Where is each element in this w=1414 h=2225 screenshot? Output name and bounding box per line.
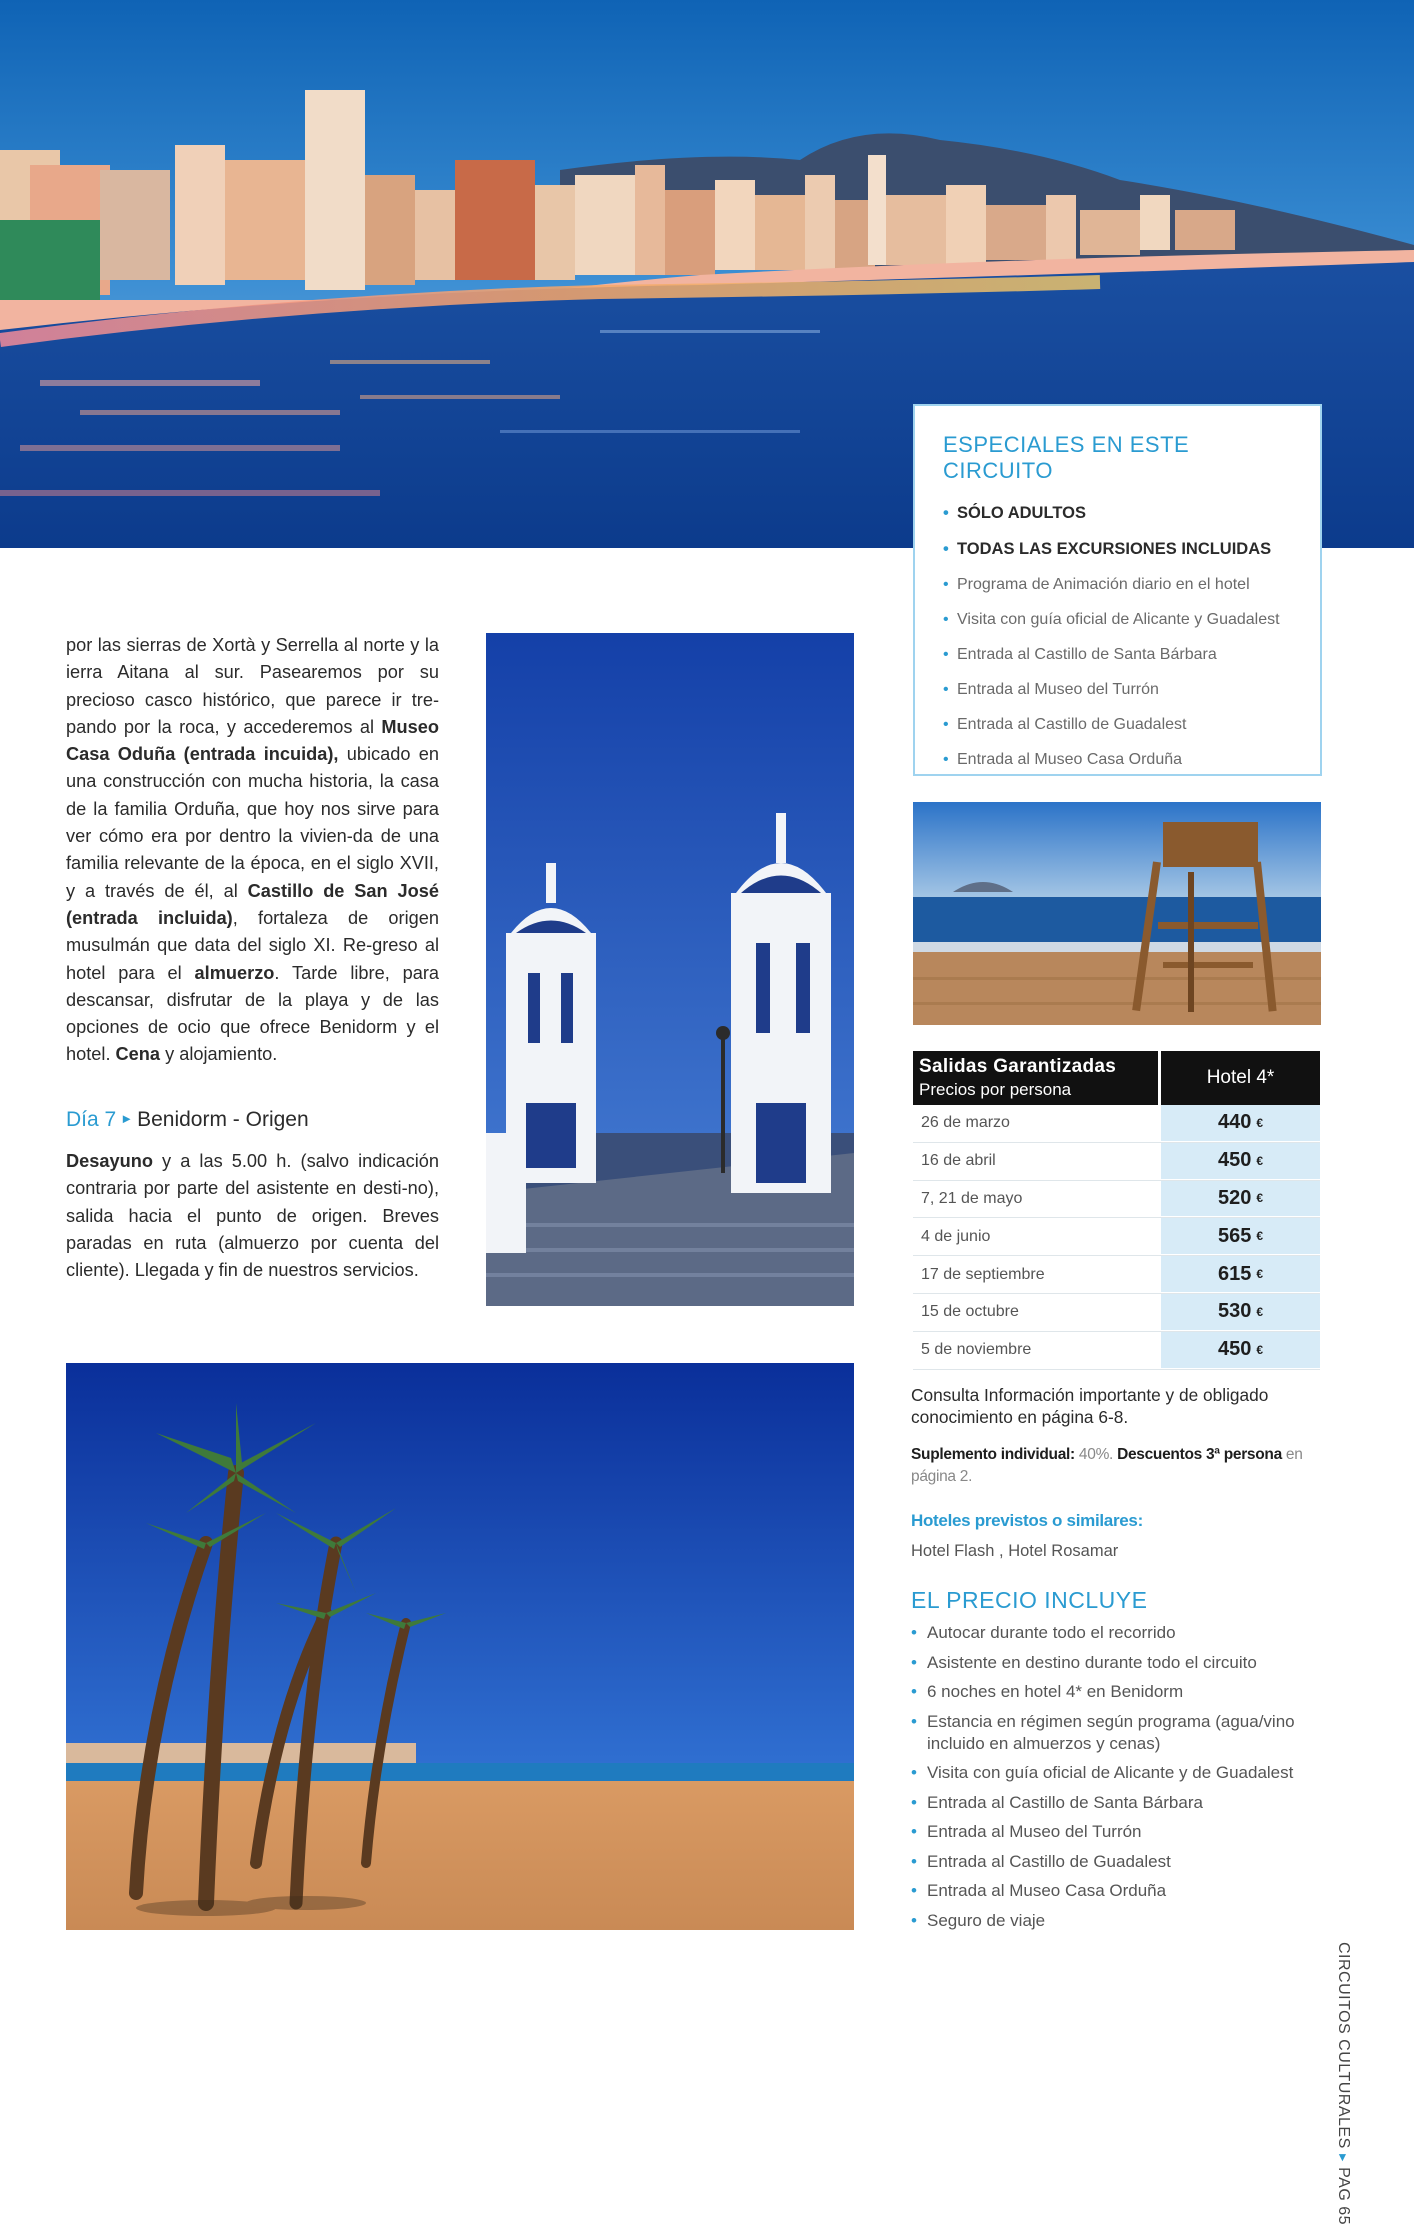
- itinerary-paragraph-day6: [66, 632, 439, 1069]
- photo-mirador-balcon: [486, 633, 854, 1306]
- table-title: Salidas Garantizadas: [919, 1056, 1117, 1077]
- row-date: 16 de abril: [921, 1152, 996, 1170]
- currency: €: [1256, 1342, 1264, 1357]
- table-row: [913, 1218, 1320, 1256]
- currency: €: [1256, 1229, 1264, 1244]
- row-date: 4 de junio: [921, 1227, 991, 1245]
- row-date: 17 de septiembre: [921, 1265, 1045, 1283]
- table-header-title: [913, 1051, 1158, 1105]
- price-table: [913, 1051, 1320, 1370]
- discount-label: Descuentos 3ª persona: [1117, 1446, 1282, 1463]
- list-item: • Entrada al Castillo de Guadalest: [911, 1851, 1321, 1873]
- table-row: [913, 1294, 1320, 1332]
- list-item: • Autocar durante todo el recorrido: [911, 1622, 1321, 1644]
- list-item: • Visita con guía oficial de Alicante y Guadalest: [943, 609, 1294, 644]
- body-text: . Tarde libre, para descansar, disfrutar de la playa y de las opciones de ocio que ofrece Benidorm y el hotel.: [66, 962, 439, 1065]
- row-price: [1161, 1143, 1320, 1180]
- photo-palm-beach: [66, 1363, 854, 1930]
- row-date: 26 de marzo: [921, 1114, 1010, 1132]
- row-price: [1161, 1294, 1320, 1331]
- price-value: 440: [1217, 1111, 1252, 1134]
- row-price: [1161, 1181, 1320, 1218]
- hotels-title: Hoteles previstos o similares:: [911, 1511, 1143, 1530]
- table-subtitle: Precios por persona: [919, 1080, 1072, 1099]
- list-item: • Seguro de viaje: [911, 1910, 1321, 1932]
- list-item: • Asistente en destino durante todo el circuito: [911, 1652, 1321, 1674]
- specials-title: ESPECIALES EN ESTE CIRCUITO: [943, 432, 1190, 483]
- body-bold: almuerzo: [194, 962, 275, 983]
- specials-list: [943, 502, 1294, 784]
- currency: €: [1256, 1153, 1264, 1168]
- list-item: • Entrada al Castillo de Guadalest: [943, 714, 1294, 749]
- row-date: 7, 21 de mayo: [921, 1189, 1023, 1207]
- table-row: [913, 1105, 1320, 1143]
- info-note: Consulta Información importante y de obligado conocimiento en página 6-8.: [911, 1385, 1269, 1427]
- list-item: • Entrada al Castillo de Santa Bárbara: [911, 1792, 1321, 1814]
- price-value: 450: [1217, 1149, 1252, 1172]
- currency: €: [1256, 1115, 1264, 1130]
- table-row: [913, 1181, 1320, 1219]
- body-bold: Cena: [115, 1044, 161, 1065]
- currency: €: [1256, 1267, 1264, 1282]
- specials-box: [913, 404, 1322, 776]
- body-text: por las sierras de Xortà y Serrella al norte y la ierra Aitana al sur. Pasearemos por su precioso casco histórico, que parece ir tre-pando por la roca, y accederemos al: [66, 635, 439, 737]
- day-title: Benidorm - Origen: [137, 1108, 309, 1131]
- list-item: • Programa de Animación diario en el hotel: [943, 574, 1294, 609]
- table-row: [913, 1332, 1320, 1370]
- body-text: ubicado en una construcción con mucha historia, la casa de la familia Orduña, que hoy nos sirve para ver cómo era por dentro la vivien-da de una familia relevante de la época, en el siglo XVII, y a través de él, al: [66, 744, 440, 901]
- table-row: [913, 1143, 1320, 1181]
- row-date: 5 de noviembre: [921, 1341, 1032, 1359]
- price-value: 520: [1217, 1186, 1252, 1209]
- day-7-heading: [66, 1108, 309, 1132]
- hotels-value: Hotel Flash , Hotel Rosamar: [911, 1542, 1119, 1560]
- list-item: • TODAS LAS EXCURSIONES INCLUIDAS: [943, 538, 1294, 574]
- table-column-hotel: Hotel 4*: [1161, 1051, 1320, 1105]
- discount-value: en página 2.: [911, 1446, 1303, 1485]
- list-item: • SÓLO ADULTOS: [943, 502, 1294, 538]
- body-text: , fortaleza de origen musulmán que data del siglo XI. Re-greso al hotel para el: [66, 907, 439, 983]
- side-section-tab: [1330, 1942, 1356, 2225]
- list-item: • Estancia en régimen según programa (agua/vino incluido en almuerzos y cenas): [911, 1711, 1321, 1755]
- list-item: • Entrada al Museo Casa Orduña: [943, 749, 1294, 784]
- price-value: 565: [1217, 1224, 1252, 1247]
- itinerary-paragraph-day7: [66, 1148, 439, 1284]
- body-text: y a las 5.00 h. (salvo indicación contraria por parte del asistente en desti-no), salida hacia el punto de origen. Breves paradas en ruta (almuerzo por cuenta del cliente). Llegada y fin de nuestros servicios.: [66, 1151, 439, 1281]
- list-item: • Entrada al Museo del Turrón: [943, 679, 1294, 714]
- currency: €: [1256, 1304, 1264, 1319]
- row-date: 15 de octubre: [921, 1303, 1019, 1321]
- row-price: [1161, 1105, 1320, 1142]
- row-price: [1161, 1256, 1320, 1293]
- arrow-icon: ►: [1336, 2151, 1350, 2165]
- supplement-label: Suplemento individual:: [911, 1446, 1075, 1463]
- body-bold: Museo Casa Oduña (entrada incuida),: [66, 716, 439, 765]
- table-row: [913, 1256, 1320, 1294]
- list-item: • Visita con guía oficial de Alicante y de Guadalest: [911, 1762, 1321, 1784]
- includes-title: EL PRECIO INCLUYE: [911, 1587, 1148, 1613]
- section-name: CIRCUITOS CULTURALES: [1335, 1942, 1352, 2149]
- page-number: PAG 65: [1335, 2167, 1352, 2225]
- list-item: • Entrada al Museo del Turrón: [911, 1821, 1321, 1843]
- body-text: y alojamiento.: [160, 1044, 278, 1065]
- price-value: 530: [1217, 1300, 1252, 1323]
- currency: €: [1256, 1191, 1264, 1206]
- body-bold: Castillo de San José (entrada incluida): [66, 880, 439, 928]
- list-item: • Entrada al Castillo de Santa Bárbara: [943, 644, 1294, 679]
- includes-list: [911, 1622, 1321, 1939]
- day-number: Día 7: [66, 1108, 117, 1131]
- list-item: • 6 noches en hotel 4* en Benidorm: [911, 1681, 1321, 1703]
- price-value: 615: [1217, 1262, 1252, 1285]
- supplement-value: 40%.: [1074, 1446, 1118, 1463]
- row-price: [1161, 1332, 1320, 1369]
- supplement-note: [911, 1444, 1321, 1488]
- table-header: [913, 1051, 1320, 1105]
- price-value: 450: [1217, 1338, 1252, 1361]
- photo-lifeguard-chair: [913, 802, 1321, 1025]
- list-item: • Entrada al Museo Casa Orduña: [911, 1880, 1321, 1902]
- arrow-right-icon: ►: [120, 1111, 134, 1126]
- row-price: [1161, 1218, 1320, 1255]
- body-bold: Desayuno: [66, 1151, 153, 1171]
